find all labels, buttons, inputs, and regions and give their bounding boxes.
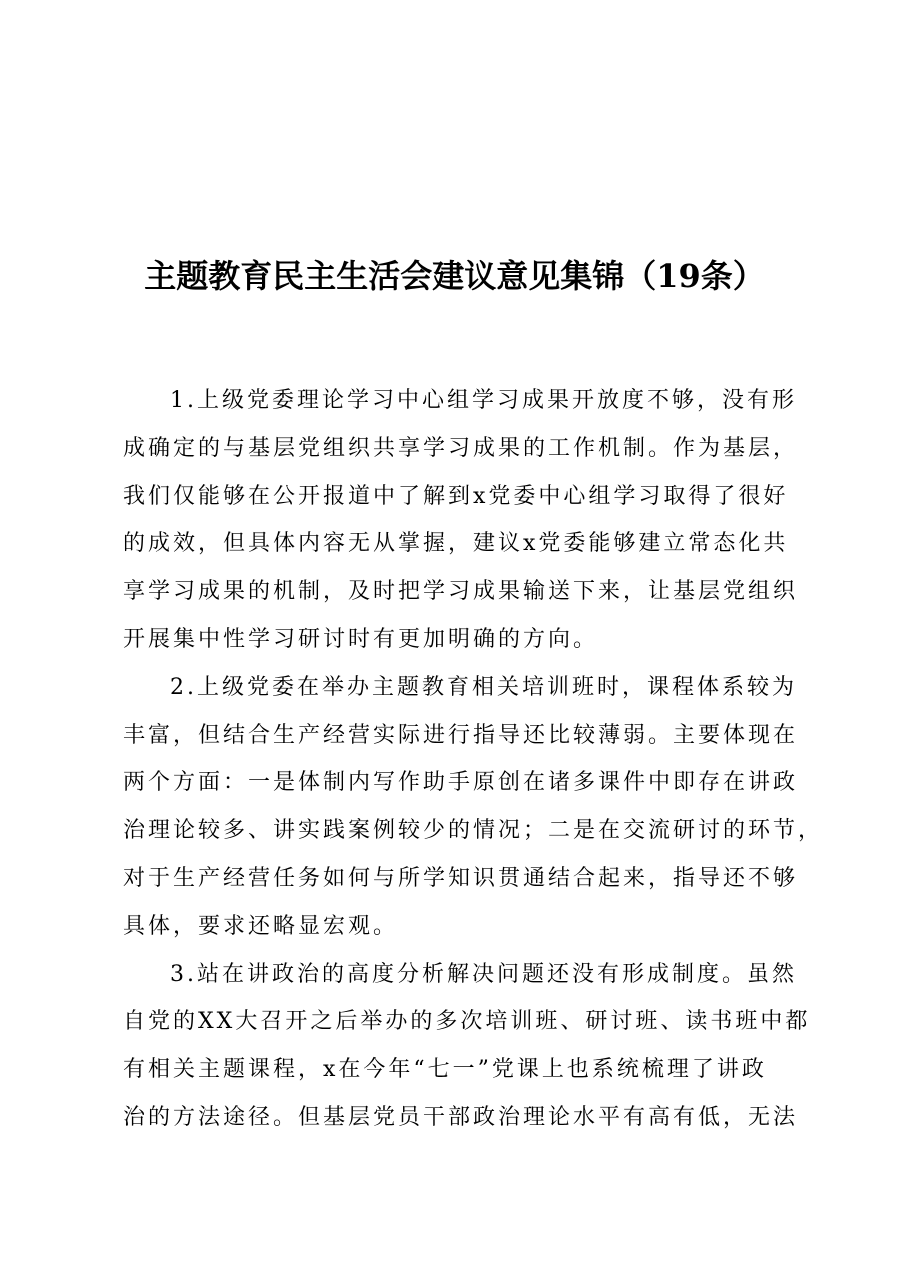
paragraph-2-line-2: 丰富，但结合生产经营实际进行指导还比较薄弱。主要体现在 [123, 722, 799, 748]
paragraph-1-line-5: 享学习成果的机制，及时把学习成果输送下来，让基层党组织 [123, 579, 799, 605]
paragraph-2-line-3: 两个方面：一是体制内写作助手原创在诸多课件中即存在讲政 [123, 770, 799, 796]
paragraph-2-line-6: 具体，要求还略显宏观。 [123, 913, 399, 939]
paragraph-1-line-2: 成确定的与基层党组织共享学习成果的工作机制。作为基层， [123, 435, 799, 461]
paragraph-1-line-1: 1.上级党委理论学习中心组学习成果开放度不够，没有形 [170, 388, 797, 413]
document-title: 主题教育民主生活会建议意见集锦（19条） [144, 257, 765, 295]
paragraph-1-line-3: 我们仅能够在公开报道中了解到x党委中心组学习取得了很好 [123, 483, 789, 509]
paragraph-2-line-5: 对于生产经营任务如何与所学知识贯通结合起来，指导还不够 [123, 865, 799, 891]
paragraph-1-line-4: 的成效，但具体内容无从掌握，建议x党委能够建立常态化共 [123, 531, 789, 557]
paragraph-3-line-4: 治的方法途径。但基层党员干部政治理论水平有高有低，无法 [123, 1104, 799, 1130]
paragraph-3-line-3: 有相关主题课程，x在今年“七一”党课上也系统梳理了讲政 [123, 1057, 767, 1083]
paragraph-3-line-1: 3.站在讲政治的高度分析解决问题还没有形成制度。虽然 [170, 961, 797, 987]
paragraph-2-line-1: 2.上级党委在举办主题教育相关培训班时，课程体系较为 [170, 674, 797, 700]
paragraph-3-line-2: 自党的XX大召开之后举办的多次培训班、研讨班、读书班中都 [123, 1009, 811, 1035]
document-body [123, 381, 824, 1146]
paragraph-2-line-4: 治理论较多、讲实践案例较少的情况；二是在交流研讨的环节， [123, 818, 824, 844]
paragraph-1-line-6: 开展集中性学习研讨时有更加明确的方向。 [123, 626, 599, 652]
